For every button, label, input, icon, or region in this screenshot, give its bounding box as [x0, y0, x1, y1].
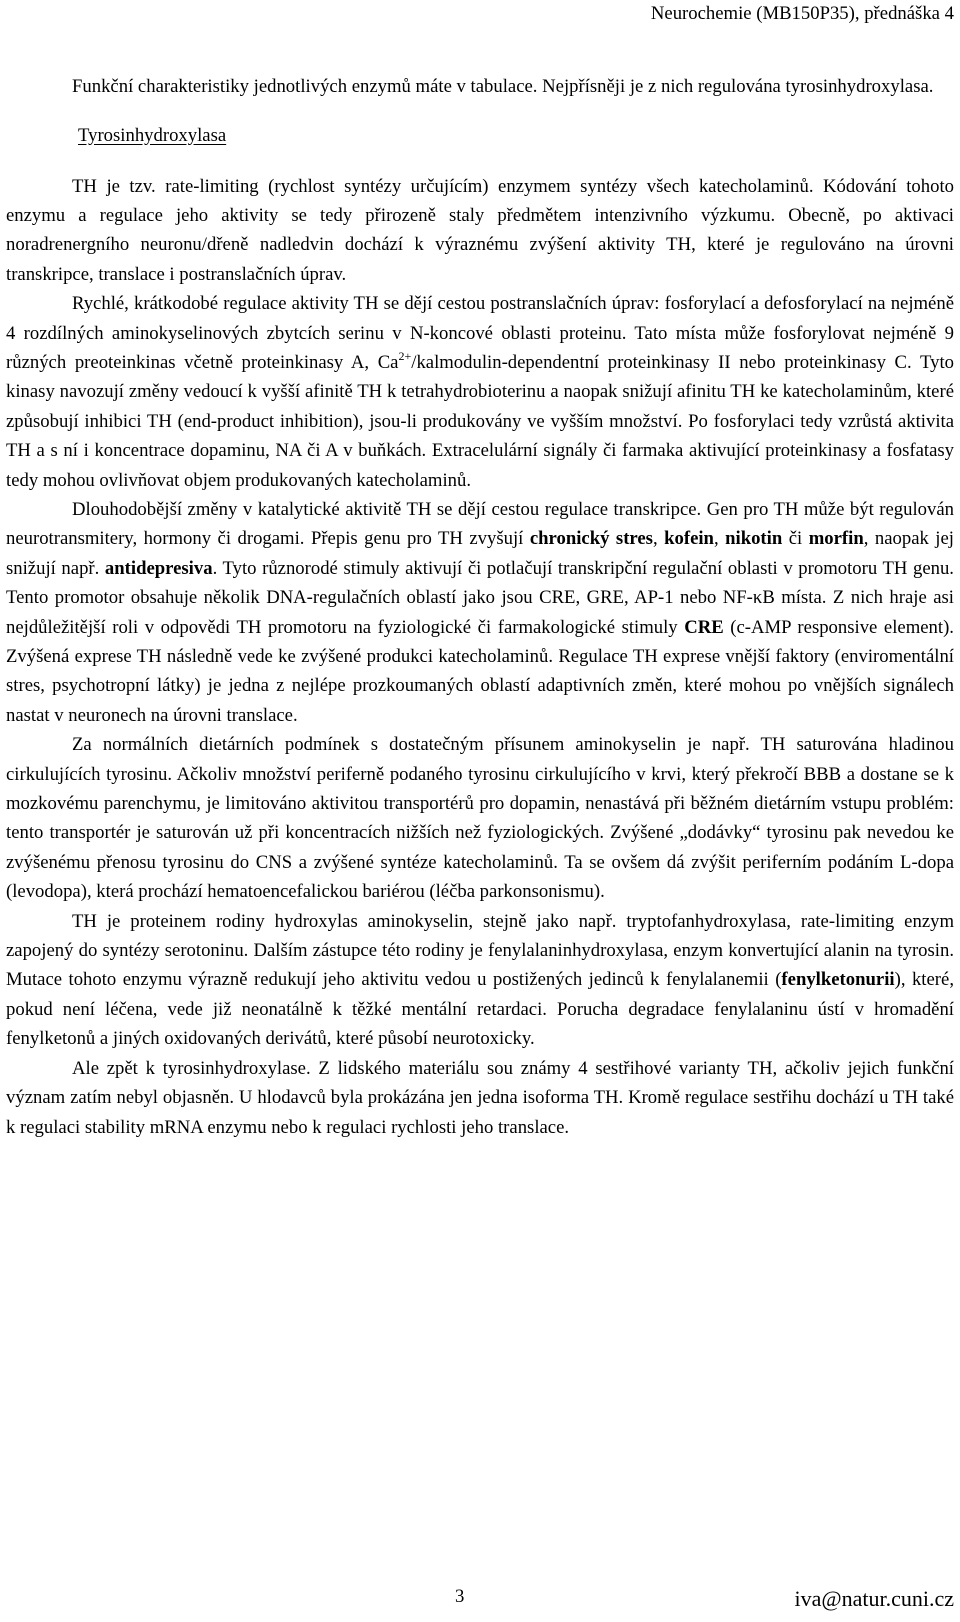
- paragraph-text: Rychlé, krátkodobé regulace aktivity TH se dějí cestou postranslačních úprav: fosforylací a defosforylací na nejméně 4 rozdílných aminokyselinových zbytcích serinu v N-koncové oblasti proteinu. Tato místa může fosforylovat nejméně 9 různých preoteinkinas včetně proteinkinasy A, Ca: [6, 293, 954, 373]
- page-header: Neurochemie (MB150P35), přednáška 4: [650, 3, 954, 24]
- bold-term: antidepresiva: [104, 557, 213, 579]
- text-run: TH je proteinem rodiny hydroxylas aminokyselin, stejně jako např. tryptofanhydroxylasa, rate-limiting enzym zapojený do syntézy serotoninu. Dalším zástupce této rodiny je fenylalaninhydroxylasa, enzym konvertující alanin na tyrosin. Mutace tohoto enzymu výrazně redukují jeho aktivitu vedou u postižených jedinců k fenylalanemii (: [6, 910, 954, 991]
- page-number: 3: [455, 1586, 465, 1607]
- text-run: ), které, pokud není léčena, vede již neonatálně k těžké mentální retardaci. Porucha degradace fenylalaninu ústí v hromadění fenylketonů a jiných oxidovaných derivátů, které působí neurotoxicky.: [6, 969, 954, 1050]
- bold-term: kofein: [664, 528, 714, 550]
- text-run: ,: [713, 528, 726, 550]
- paragraph-text: je tzv. rate-limiting (rychlost syntézy určujícím) enzymem syntézy všech katecholaminů. Kódování tohoto enzymu a regulace jeho aktivity se tedy přirozeně staly předmětem intenzivního výzkumu. Obecně, po aktivaci noradrenergního neuronu/dřeně nadledvin dochází k výraznému zvýšení aktivity TH, které je regulováno na úrovni transkripce, translace i postranslačních úprav.: [6, 175, 954, 285]
- text-run: (c-AMP responsive element). Zvýšená exprese TH následně vede ke zvýšené produkci katecholaminů. Regulace TH exprese vnější faktory (enviromentální stres, psychotropní látky) je jedna z nejlépe prozkoumaných oblastí adaptivních změn, které mohou po vnějších signálech nastat v neuronech na úrovni translace.: [6, 616, 954, 726]
- bold-term: fenylketonurii: [781, 969, 895, 991]
- text-run: , naopak jej snižují např.: [6, 528, 954, 579]
- bold-term: morfin: [808, 528, 864, 550]
- bold-term: nikotin: [725, 528, 783, 550]
- paragraph-tyrosine-supply: Za normálních dietárních podmínek s dostatečným přísunem aminokyselin je např. TH saturována hladinou cirkulujících tyrosinu. Ačkoliv množství periferně podaného tyrosinu cirkulujícího v krvi, který překročí BBB a dostane se k mozkovému parenchymu, je limitováno aktivitou transportérů pro dopamin, nenastává při běžném dietárním vstupu problém: tento transportér je saturován už při koncentracích nižších než fyziologických. Zvýšené „dodávky“ tyrosinu pak nevedou ke zvýšenému přenosu tyrosinu do CNS a zvýšené syntéze katecholaminů. Ta se ovšem dá zvýšit periferním podáním L-dopa (levodopa), která prochází hematoencefalickou bariérou (léčba parkonsonismu).: [6, 734, 954, 903]
- text-run: či: [782, 528, 809, 550]
- author-email: iva@natur.cuni.cz: [794, 1586, 954, 1611]
- bold-term: chronický stres: [529, 528, 653, 550]
- document-body: [6, 72, 954, 1142]
- text-run: . Tyto různorodé stimuly aktivují či potlačují transkripční regulační oblasti v promotoru TH genu. Tento promotor obsahuje několik DNA-regulačních oblastí jako jsou CRE, GRE, AP-1 nebo NF-κB místa. Z nich hraje asi nejdůležitější roli v odpovědi TH promotoru na fyziologické či farmakologické stimuly: [6, 557, 954, 638]
- text-run: ,: [652, 528, 665, 550]
- text-run: Dlouhodobější změny v katalytické aktivitě TH se dějí cestou regulace transkripce. Gen pro TH může být regulován neurotransmitery, hormony či drogami. Přepis genu pro TH zvyšují: [6, 498, 954, 550]
- paragraph-text: /kalmodulin-dependentní proteinkinasy II nebo proteinkinasy C. Tyto kinasy navozují změny vedoucí k vyšší afinitě TH k tetrahydrobioterinu a naopak snižují afinitu TH ke katecholaminům, které způsobují inhibici TH (end-product inhibition), jsou-li produkovány ve vyšším množství. Po fosforylaci tedy vzrůstá aktivita TH a s ní i koncentrace dopaminu, NA či A v buňkách. Extracelulární signály či farmaka aktivující proteinkinasy a fosfatasy tedy mohou ovlivňovat objem produkovaných katecholaminů.: [6, 351, 954, 491]
- paragraph-rate-limiting: [6, 172, 954, 290]
- bold-term: CRE: [684, 616, 724, 638]
- page-footer: [0, 1586, 960, 1616]
- paragraph-short-term-regulation: [6, 289, 954, 495]
- paragraph-transcription-regulation: [6, 495, 954, 730]
- intro-paragraph: Funkční charakteristiky jednotlivých enzymů máte v tabulace. Nejpřísněji je z nich regulována tyrosinhydroxylasa.: [72, 76, 934, 97]
- paragraph-lead: TH: [72, 175, 97, 197]
- superscript: 2+: [398, 348, 412, 363]
- paragraph-splice-variants: Ale zpět k tyrosinhydroxylase. Z lidského materiálu sou známy 4 sestřihové varianty TH, ačkoliv jejich funkční význam zatím nebyl objasněn. U hlodavců byla prokázána jen jedna isoforma TH. Kromě regulace sestřihu dochází u TH také k regulaci stability mRNA enzymu nebo k regulaci rychlosti jeho translace.: [6, 1057, 954, 1138]
- paragraph-hydroxylase-family: [6, 907, 954, 1054]
- section-heading: Tyrosinhydroxylasa: [78, 124, 227, 146]
